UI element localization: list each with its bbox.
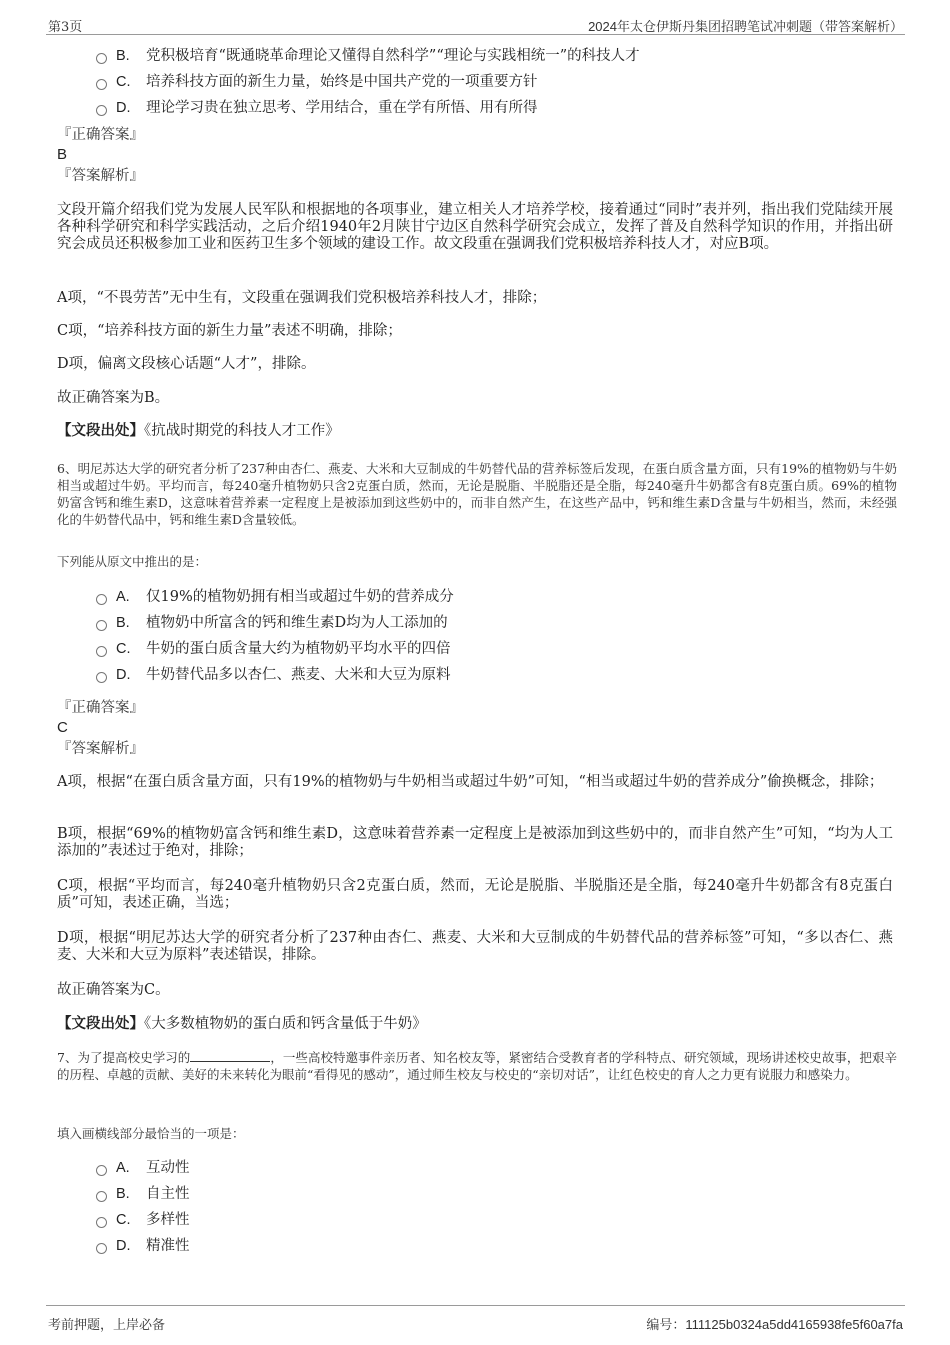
- radio-button[interactable]: [96, 672, 107, 683]
- radio-button[interactable]: [96, 1165, 107, 1176]
- radio-button[interactable]: [96, 1217, 107, 1228]
- q5-analysis-c: C项，“培养科技方面的新生力量”表述不明确，排除；: [57, 323, 402, 339]
- q6-analysis-d: D项，根据“明尼苏达大学的研究者分析了237种由杏仁、燕麦、大米和大豆制成的牛奶替代品的营养标签”可知，“多以杏仁、燕麦、大米和大豆为原料”表述错误，排除。: [57, 930, 893, 963]
- q6-prompt: 下列能从原文中推出的是：: [57, 554, 208, 569]
- radio-button[interactable]: [96, 105, 107, 116]
- q6-stem: 6、明尼苏达大学的研究者分析了237种由杏仁、燕麦、大米和大豆制成的牛奶替代品的营养标签后发现，在蛋白质含量方面，只有19%的植物奶与牛奶相当或超过牛奶。平均而言，每240毫升植物奶只含2克蛋白质，然而，无论是脱脂、半脱脂还是全脂，每240毫升牛奶都含有8克蛋白质。69%的植物奶富含钙和维生素D，这意味着营养素一定程度上是被添加到这些奶中的，而非自然产生，在这些产品中，钙和维生素D含量与牛奶相当，然而，未经强化的牛奶替代品中，钙和维生素D含量较低。: [57, 461, 897, 527]
- fill-in-blank: [190, 1049, 270, 1062]
- source-label: 【文段出处】: [57, 422, 144, 439]
- radio-button[interactable]: [96, 53, 107, 64]
- q6-answer: C: [57, 719, 68, 736]
- radio-button[interactable]: [96, 1243, 107, 1254]
- q5-analysis-main: 文段开篇介绍我们党为发展人民军队和根据地的各项事业，建立相关人才培养学校，接着通过“同时”表并列，指出我们党陆续开展各种科学研究和科学实践活动，之后介绍1940年2月陕甘宁边区自然科学研究会成立，发挥了普及自然科学知识的作用，并指出研究会成员还积极参加工业和医药卫生多个领域的建设工作。故文段重在强调我们党积极培养科技人才，对应B项。: [57, 202, 893, 252]
- footer-slogan: 考前押题，上岸必备: [48, 1318, 166, 1333]
- q5-analysis-d: D项，偏离文段核心话题“人才”，排除。: [57, 356, 316, 372]
- source-label: 【文段出处】: [57, 1015, 144, 1032]
- q5-conclusion: 故正确答案为B。: [57, 390, 170, 406]
- q6-analysis-c: C项，根据“平均而言，每240毫升植物奶只含2克蛋白质，然而，无论是脱脂、半脱脂还是全脂，每240毫升牛奶都含有8克蛋白质”可知，表述正确，当选；: [57, 878, 893, 911]
- q6-analysis-a: A项，根据“在蛋白质含量方面，只有19%的植物奶与牛奶相当或超过牛奶”可知，“相当或超过牛奶的营养成分”偷换概念，排除；: [57, 774, 884, 790]
- radio-button[interactable]: [96, 594, 107, 605]
- q5-answer: B: [57, 146, 68, 163]
- radio-button[interactable]: [96, 620, 107, 631]
- page-footer: [46, 1305, 905, 1333]
- q5-correct-label: 『正确答案』: [57, 127, 144, 143]
- document-title: 2024年太仓伊斯丹集团招聘笔试冲刺题（带答案解析）: [588, 19, 903, 34]
- q5-analysis-a: A项，“不畏劳苦”无中生有，文段重在强调我们党积极培养科技人才，排除；: [57, 290, 547, 306]
- page-number: 第3页: [48, 20, 83, 35]
- document-id: 编号：111125b0324a5dd4165938fe5f60a7fa: [646, 1317, 903, 1332]
- q7-prompt: 填入画横线部分最恰当的一项是：: [57, 1126, 245, 1141]
- q6-correct-label: 『正确答案』: [57, 700, 144, 716]
- radio-button[interactable]: [96, 79, 107, 90]
- radio-button[interactable]: [96, 646, 107, 657]
- source-title: 《抗战时期党的科技人才工作》: [144, 423, 340, 439]
- q6-analysis-label: 『答案解析』: [57, 741, 144, 757]
- q6-analysis-b: B项，根据“69%的植物奶富含钙和维生素D，这意味着营养素一定程度上是被添加到这些奶中的，而非自然产生”可知，“均为人工添加的”表述过于绝对，排除；: [57, 826, 893, 859]
- radio-button[interactable]: [96, 1191, 107, 1202]
- q7-stem: 7、为了提高校史学习的 ，一些高校特邀事件亲历者、知名校友等，紧密结合受教育者的学科特点、研究领域，现场讲述校史故事，把艰辛的历程、卓越的贡献、美好的未来转化为眼前“看得见的感动”，通过师生校友与校史的“亲切对话”，让红色校史的育人之力更有说服力和感染力。: [57, 1050, 897, 1082]
- source-title: 《大多数植物奶的蛋白质和钙含量低于牛奶》: [144, 1016, 427, 1032]
- q6-conclusion: 故正确答案为C。: [57, 982, 170, 998]
- q6-source: [57, 1014, 427, 1034]
- page-header: [46, 14, 905, 35]
- q5-source: [57, 421, 340, 441]
- q5-analysis-label: 『答案解析』: [57, 168, 144, 184]
